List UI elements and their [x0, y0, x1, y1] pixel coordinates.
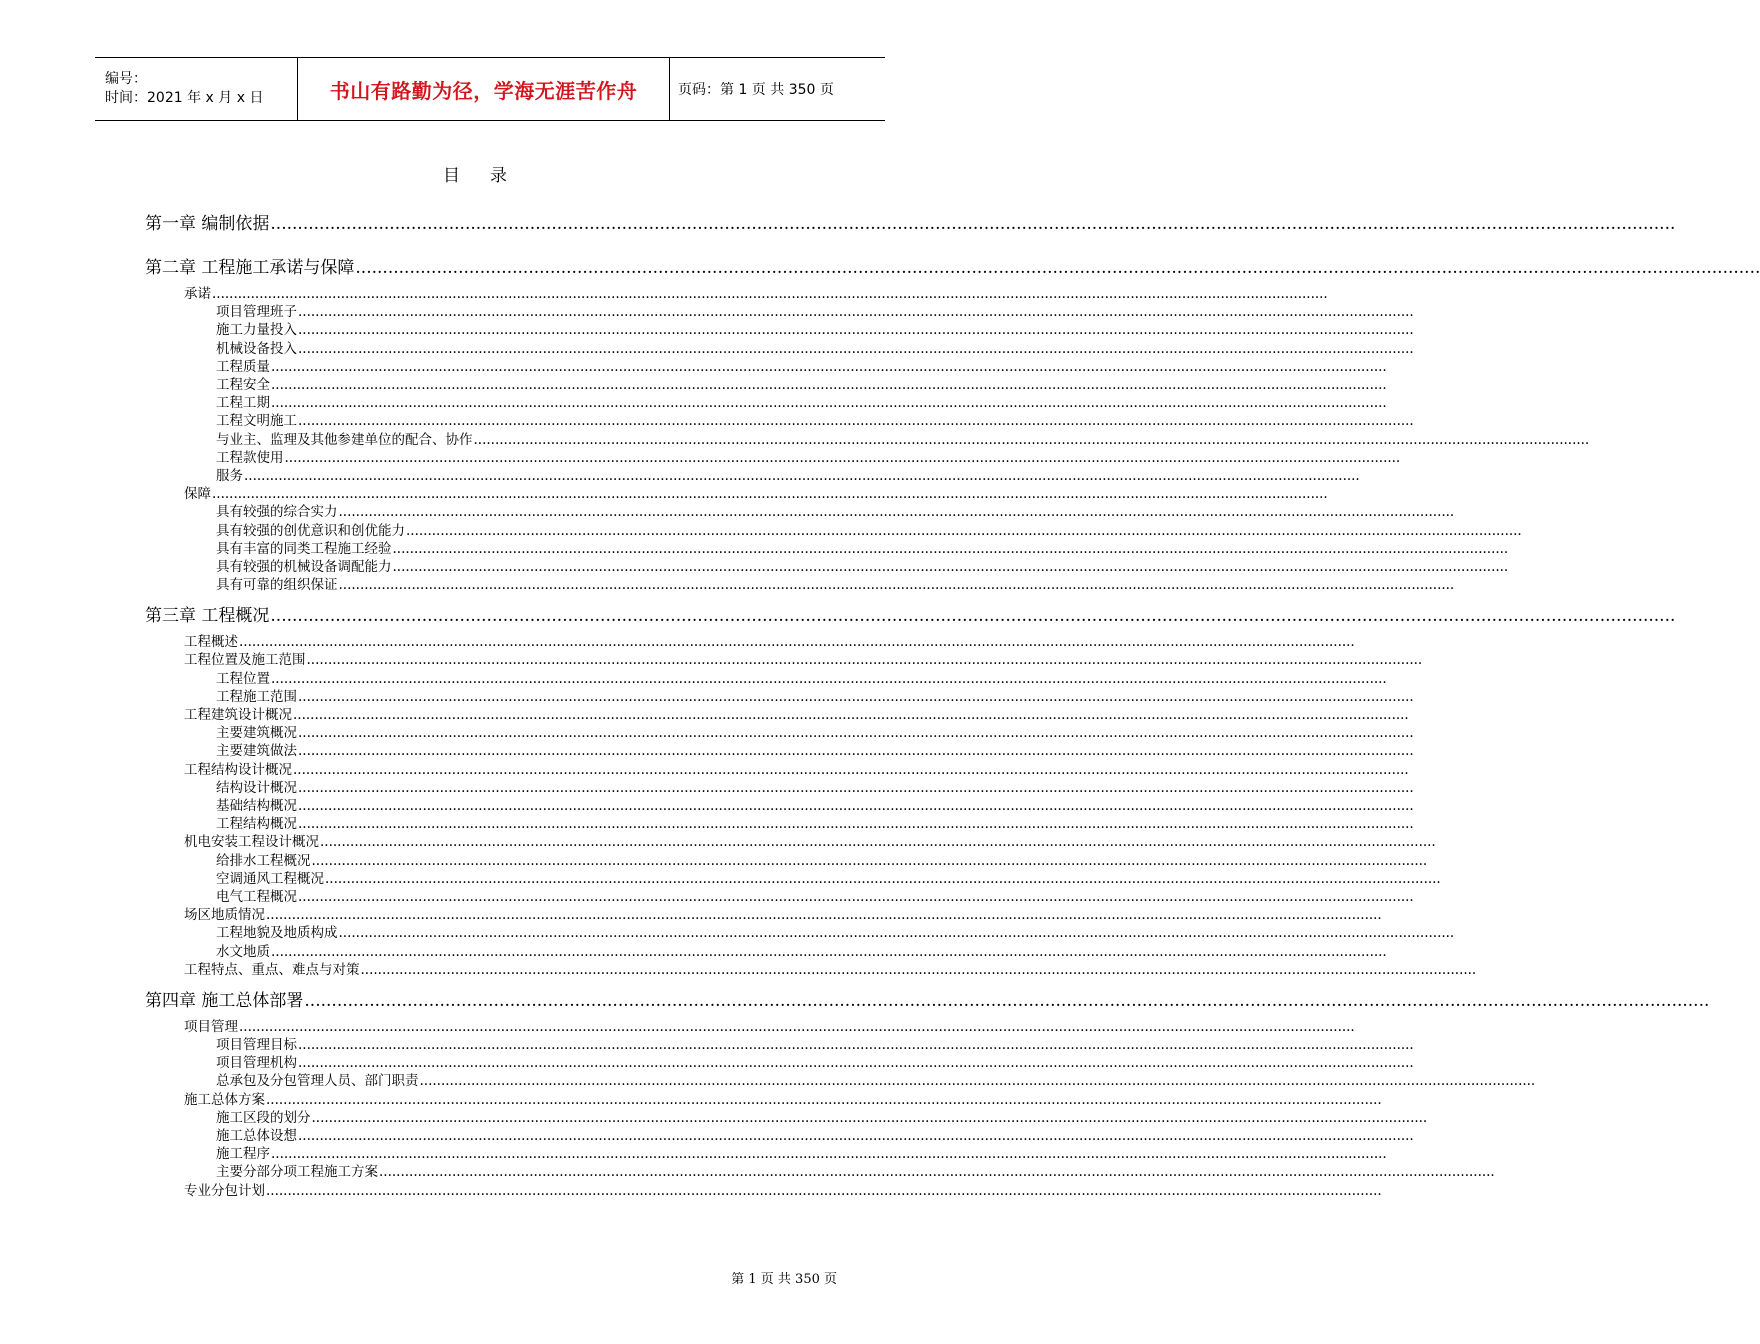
toc-subsection-entry[interactable]: [216, 409, 1414, 430]
toc-entry-text: 专业分包计划: [184, 1182, 265, 1199]
toc-leader-dots: ....................................................................................................................................................................................................................................................................: [266, 907, 1382, 924]
toc-entry-text: 工程建筑设计概况: [184, 707, 292, 723]
toc-subsection-entry[interactable]: [216, 921, 1455, 942]
toc-subsection-entry[interactable]: [216, 940, 1387, 960]
toc-leader-dots: ....................................................................................................................................................................................................................................................................: [266, 1091, 1382, 1108]
toc-leader-dots: ....................................................................................................................................................................................................................................................................: [298, 413, 1414, 430]
toc-entry-text: 工程文明施工: [216, 413, 297, 430]
toc-subsection-entry[interactable]: [216, 373, 1387, 393]
toc-entry-text: 第二章 工程施工承诺与保障: [145, 258, 355, 278]
document-code-label: 编号：: [105, 71, 147, 87]
toc-subsection-entry[interactable]: [216, 337, 1414, 357]
toc-title: 目录: [443, 166, 537, 186]
toc-leader-dots: ....................................................................................................................................................................................................................................................................: [244, 468, 1360, 484]
toc-subsection-entry[interactable]: [216, 812, 1414, 833]
toc-entry-text: 工程施工范围: [216, 688, 297, 705]
toc-leader-dots: ....................................................................................................................................................................................................................................................................: [311, 852, 1428, 869]
toc-leader-dots: ....................................................................................................................................................................................................................................................................: [298, 725, 1414, 742]
toc-subsection-entry[interactable]: [216, 1106, 1428, 1126]
toc-entry-text: 施工程序: [216, 1146, 270, 1163]
toc-leader-dots: ....................................................................................................................................................................................................................................................................: [298, 340, 1414, 357]
toc-chapter-entry[interactable]: [145, 209, 1676, 234]
toc-entry-text: 具有丰富的同类工程施工经验: [216, 540, 392, 557]
toc-entry-text: 承诺: [184, 286, 211, 302]
toc-subsection-entry[interactable]: [216, 1033, 1414, 1053]
toc-entry-text: 施工总体设想: [216, 1128, 297, 1144]
toc-leader-dots: ....................................................................................................................................................................................................................................................................: [298, 798, 1414, 814]
toc-leader-dots: ....................................................................................................................................................................................................................................................................: [298, 1037, 1414, 1053]
toc-entry-text: 工程位置: [216, 670, 270, 687]
toc-subsection-entry[interactable]: [216, 1124, 1414, 1144]
toc-leader-dots: ....................................................................................................................................................................................................................................................................: [379, 1164, 1495, 1181]
toc-chapter-entry[interactable]: [145, 253, 1760, 278]
toc-leader-dots: ....................................................................................................................................................................................................................................................................: [325, 870, 1441, 887]
toc-section-entry[interactable]: [184, 703, 1409, 723]
toc-subsection-entry[interactable]: [216, 667, 1387, 687]
toc-subsection-entry[interactable]: [216, 885, 1414, 905]
toc-section-entry[interactable]: [184, 482, 1328, 503]
toc-entry-text: 工程安全: [216, 377, 270, 393]
toc-entry-text: 具有可靠的组织保证: [216, 577, 338, 594]
toc-leader-dots: ....................................................................................................................................................................................................................................................................: [338, 925, 1455, 942]
toc-subsection-entry[interactable]: [216, 1069, 1536, 1090]
toc-leader-dots: ....................................................................................................................................................................................................................................................................: [298, 304, 1414, 321]
toc-entry-text: 施工总体方案: [184, 1091, 265, 1108]
toc-subsection-entry[interactable]: [216, 555, 1509, 575]
toc-entry-text: 具有较强的综合实力: [216, 504, 338, 521]
toc-subsection-entry[interactable]: [216, 685, 1414, 705]
toc-leader-dots: ....................................................................................................................................................................................................................................................................: [304, 990, 1710, 1011]
toc-section-entry[interactable]: [184, 758, 1409, 778]
toc-leader-dots: ....................................................................................................................................................................................................................................................................: [270, 214, 1676, 234]
toc-subsection-entry[interactable]: [216, 1051, 1414, 1072]
toc-leader-dots: ....................................................................................................................................................................................................................................................................: [320, 834, 1436, 851]
toc-subsection-entry[interactable]: [216, 391, 1387, 412]
toc-leader-dots: ....................................................................................................................................................................................................................................................................: [271, 377, 1387, 393]
toc-leader-dots: ....................................................................................................................................................................................................................................................................: [298, 743, 1414, 760]
toc-section-entry[interactable]: [184, 958, 1477, 978]
toc-leader-dots: ....................................................................................................................................................................................................................................................................: [355, 258, 1760, 278]
header-page-number: 页码：第 1 页 共 350 页: [678, 82, 834, 98]
toc-chapter-entry[interactable]: [145, 601, 1676, 627]
toc-entry-text: 工程款使用: [216, 449, 284, 466]
toc-leader-dots: ....................................................................................................................................................................................................................................................................: [271, 943, 1387, 960]
toc-entry-text: 项目管理班子: [216, 304, 297, 321]
toc-leader-dots: ....................................................................................................................................................................................................................................................................: [306, 652, 1423, 669]
toc-entry-text: 项目管理: [184, 1018, 238, 1035]
toc-leader-dots: ....................................................................................................................................................................................................................................................................: [419, 1073, 1536, 1090]
toc-leader-dots: ....................................................................................................................................................................................................................................................................: [298, 779, 1414, 796]
toc-leader-dots: ....................................................................................................................................................................................................................................................................: [360, 961, 1477, 978]
toc-subsection-entry[interactable]: [216, 318, 1414, 339]
toc-subsection-entry[interactable]: [216, 300, 1414, 321]
toc-entry-text: 具有较强的创优意识和创优能力: [216, 522, 405, 539]
toc-entry-text: 电气工程概况: [216, 889, 297, 905]
toc-section-entry[interactable]: [184, 1179, 1382, 1199]
toc-section-entry[interactable]: [184, 903, 1382, 924]
toc-leader-dots: ....................................................................................................................................................................................................................................................................: [271, 358, 1387, 375]
toc-leader-dots: ....................................................................................................................................................................................................................................................................: [293, 761, 1409, 778]
document-date: 时间：2021 年 x 月 x 日: [105, 90, 264, 106]
toc-subsection-entry[interactable]: [216, 849, 1428, 869]
toc-entry-text: 主要建筑做法: [216, 743, 297, 760]
toc-subsection-entry[interactable]: [216, 428, 1590, 448]
toc-entry-text: 基础结构概况: [216, 798, 297, 814]
toc-leader-dots: ....................................................................................................................................................................................................................................................................: [212, 486, 1328, 503]
toc-leader-dots: ....................................................................................................................................................................................................................................................................: [298, 1128, 1414, 1144]
toc-entry-text: 工程结构概况: [216, 816, 297, 833]
toc-entry-text: 与业主、监理及其他参建单位的配合、协作: [216, 431, 473, 448]
toc-entry-text: 施工区段的划分: [216, 1109, 311, 1126]
toc-leader-dots: ....................................................................................................................................................................................................................................................................: [239, 634, 1355, 651]
toc-leader-dots: ....................................................................................................................................................................................................................................................................: [239, 1018, 1355, 1035]
toc-section-entry[interactable]: [184, 282, 1328, 302]
toc-entry-text: 工程位置及施工范围: [184, 652, 306, 669]
toc-entry-text: 项目管理机构: [216, 1055, 297, 1072]
toc-entry-text: 施工力量投入: [216, 322, 297, 339]
toc-leader-dots: ....................................................................................................................................................................................................................................................................: [298, 816, 1414, 833]
toc-subsection-entry[interactable]: [216, 721, 1414, 742]
toc-leader-dots: ....................................................................................................................................................................................................................................................................: [392, 540, 1509, 557]
toc-entry-text: 服务: [216, 468, 243, 484]
toc-leader-dots: ....................................................................................................................................................................................................................................................................: [392, 559, 1509, 575]
toc-leader-dots: ....................................................................................................................................................................................................................................................................: [298, 688, 1414, 705]
toc-leader-dots: ....................................................................................................................................................................................................................................................................: [284, 449, 1401, 466]
toc-entry-text: 机电安装工程设计概况: [184, 834, 319, 851]
toc-leader-dots: ....................................................................................................................................................................................................................................................................: [271, 670, 1387, 687]
toc-entry-text: 第三章 工程概况: [145, 606, 270, 627]
toc-leader-dots: ....................................................................................................................................................................................................................................................................: [338, 504, 1455, 521]
toc-chapter-entry[interactable]: [145, 986, 1710, 1011]
toc-subsection-entry[interactable]: [216, 794, 1414, 814]
toc-entry-text: 项目管理目标: [216, 1037, 297, 1053]
toc-leader-dots: ....................................................................................................................................................................................................................................................................: [266, 1182, 1382, 1199]
toc-entry-text: 工程概述: [184, 634, 238, 651]
toc-entry-text: 第四章 施工总体部署: [145, 990, 304, 1011]
toc-entry-text: 主要分部分项工程施工方案: [216, 1164, 378, 1181]
toc-section-entry[interactable]: [184, 830, 1436, 851]
toc-entry-text: 工程质量: [216, 358, 270, 375]
toc-entry-text: 空调通风工程概况: [216, 870, 324, 887]
toc-entry-text: 水文地质: [216, 943, 270, 960]
toc-subsection-entry[interactable]: [216, 500, 1455, 521]
toc-leader-dots: ....................................................................................................................................................................................................................................................................: [311, 1109, 1428, 1126]
toc-leader-dots: ....................................................................................................................................................................................................................................................................: [298, 322, 1414, 339]
toc-leader-dots: ....................................................................................................................................................................................................................................................................: [270, 606, 1676, 627]
toc-leader-dots: ....................................................................................................................................................................................................................................................................: [473, 431, 1590, 448]
toc-entry-text: 工程工期: [216, 395, 270, 412]
toc-section-entry[interactable]: [184, 1015, 1355, 1035]
toc-entry-text: 结构设计概况: [216, 779, 297, 796]
toc-subsection-entry[interactable]: [216, 1160, 1495, 1181]
toc-subsection-entry[interactable]: [216, 464, 1360, 484]
toc-subsection-entry[interactable]: [216, 776, 1414, 796]
toc-subsection-entry[interactable]: [216, 446, 1401, 466]
toc-entry-text: 工程地貌及地质构成: [216, 925, 338, 942]
footer-page-number: 第 1 页 共 350 页: [731, 1272, 837, 1287]
header-motto: 书山有路勤为径，学海无涯苦作舟: [298, 58, 670, 120]
toc-leader-dots: ....................................................................................................................................................................................................................................................................: [271, 395, 1387, 412]
toc-leader-dots: ....................................................................................................................................................................................................................................................................: [406, 522, 1522, 539]
toc-leader-dots: ....................................................................................................................................................................................................................................................................: [298, 1055, 1414, 1072]
toc-subsection-entry[interactable]: [216, 355, 1387, 375]
toc-section-entry[interactable]: [184, 630, 1355, 651]
toc-section-entry[interactable]: [184, 1088, 1382, 1108]
toc-entry-text: 保障: [184, 486, 211, 503]
toc-section-entry[interactable]: [184, 648, 1423, 669]
toc-entry-text: 总承包及分包管理人员、部门职责: [216, 1073, 419, 1090]
toc-entry-text: 工程特点、重点、难点与对策: [184, 961, 360, 978]
toc-subsection-entry[interactable]: [216, 1142, 1387, 1163]
toc-leader-dots: ....................................................................................................................................................................................................................................................................: [271, 1146, 1387, 1163]
toc-subsection-entry[interactable]: [216, 867, 1441, 887]
toc-subsection-entry[interactable]: [216, 739, 1414, 760]
toc-entry-text: 给排水工程概况: [216, 852, 311, 869]
toc-entry-text: 机械设备投入: [216, 340, 297, 357]
toc-entry-text: 场区地质情况: [184, 907, 265, 924]
toc-entry-text: 工程结构设计概况: [184, 761, 292, 778]
toc-entry-text: 具有较强的机械设备调配能力: [216, 559, 392, 575]
toc-subsection-entry[interactable]: [216, 519, 1522, 539]
toc-entry-text: 主要建筑概况: [216, 725, 297, 742]
toc-leader-dots: ....................................................................................................................................................................................................................................................................: [338, 577, 1455, 594]
toc-subsection-entry[interactable]: [216, 537, 1509, 557]
toc-leader-dots: ....................................................................................................................................................................................................................................................................: [293, 707, 1409, 723]
toc-subsection-entry[interactable]: [216, 573, 1455, 594]
toc-leader-dots: ....................................................................................................................................................................................................................................................................: [298, 889, 1414, 905]
toc-leader-dots: ....................................................................................................................................................................................................................................................................: [212, 286, 1328, 302]
toc-entry-text: 第一章 编制依据: [145, 214, 270, 234]
